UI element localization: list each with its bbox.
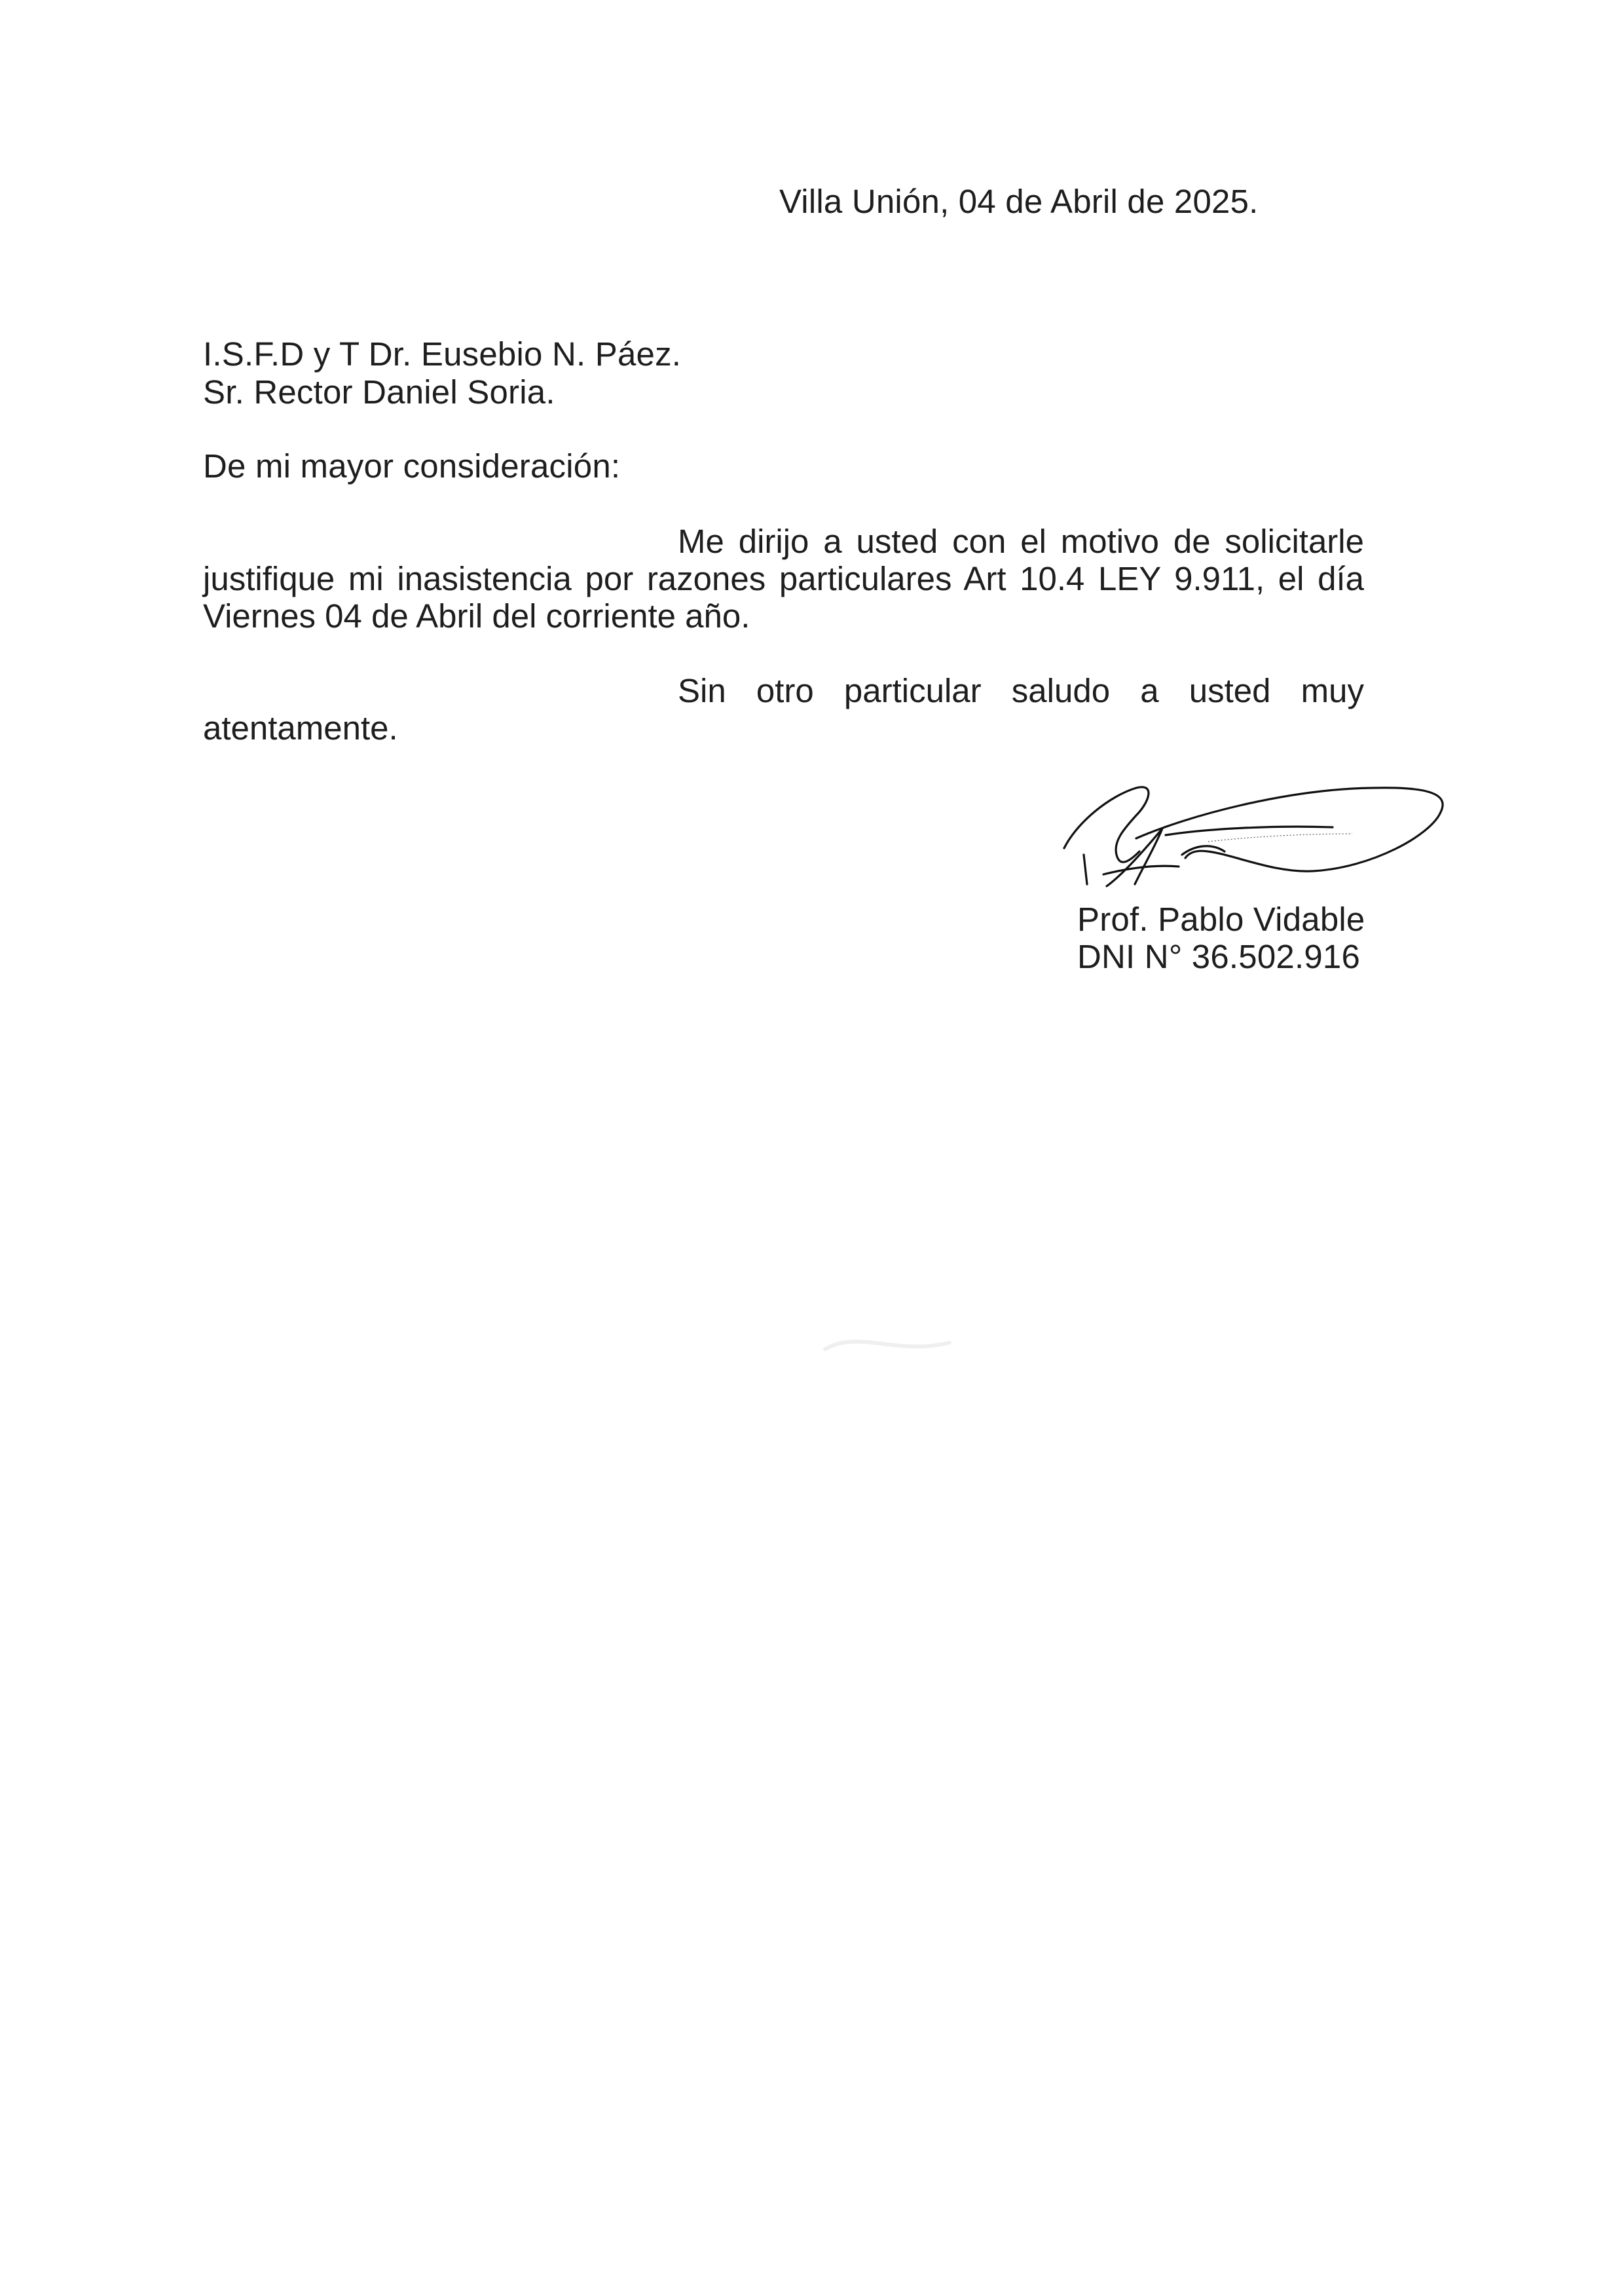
paragraph-1-line-1: Me dirijo a usted con el motivo de solicitarle (678, 523, 1364, 560)
date-line: Villa Unión, 04 de Abril de 2025. (779, 183, 1259, 220)
signature-name: Prof. Pablo Vidable (1077, 901, 1365, 938)
paragraph-2-line-1: Sin otro particular saludo a usted muy (678, 672, 1364, 709)
paragraph-2-line-2: atentamente. (203, 709, 398, 747)
paragraph-1-line-3: Viernes 04 de Abril del corriente año. (203, 597, 750, 635)
body-paragraph-2 (203, 672, 1364, 747)
body-paragraph-1 (203, 523, 1364, 635)
recipient-institution: I.S.F.D y T Dr. Eusebio N. Páez. (203, 335, 682, 373)
greeting: De mi mayor consideración: (203, 447, 621, 485)
handwritten-signature (1058, 776, 1464, 897)
recipient-name: Sr. Rector Daniel Soria. (203, 373, 555, 411)
signature-dni: DNI N° 36.502.916 (1077, 938, 1361, 975)
scan-smudge (819, 1310, 963, 1375)
paragraph-1-line-2: justifique mi inasistencia por razones particulares Art 10.4 LEY 9.911, el día (203, 560, 1364, 597)
